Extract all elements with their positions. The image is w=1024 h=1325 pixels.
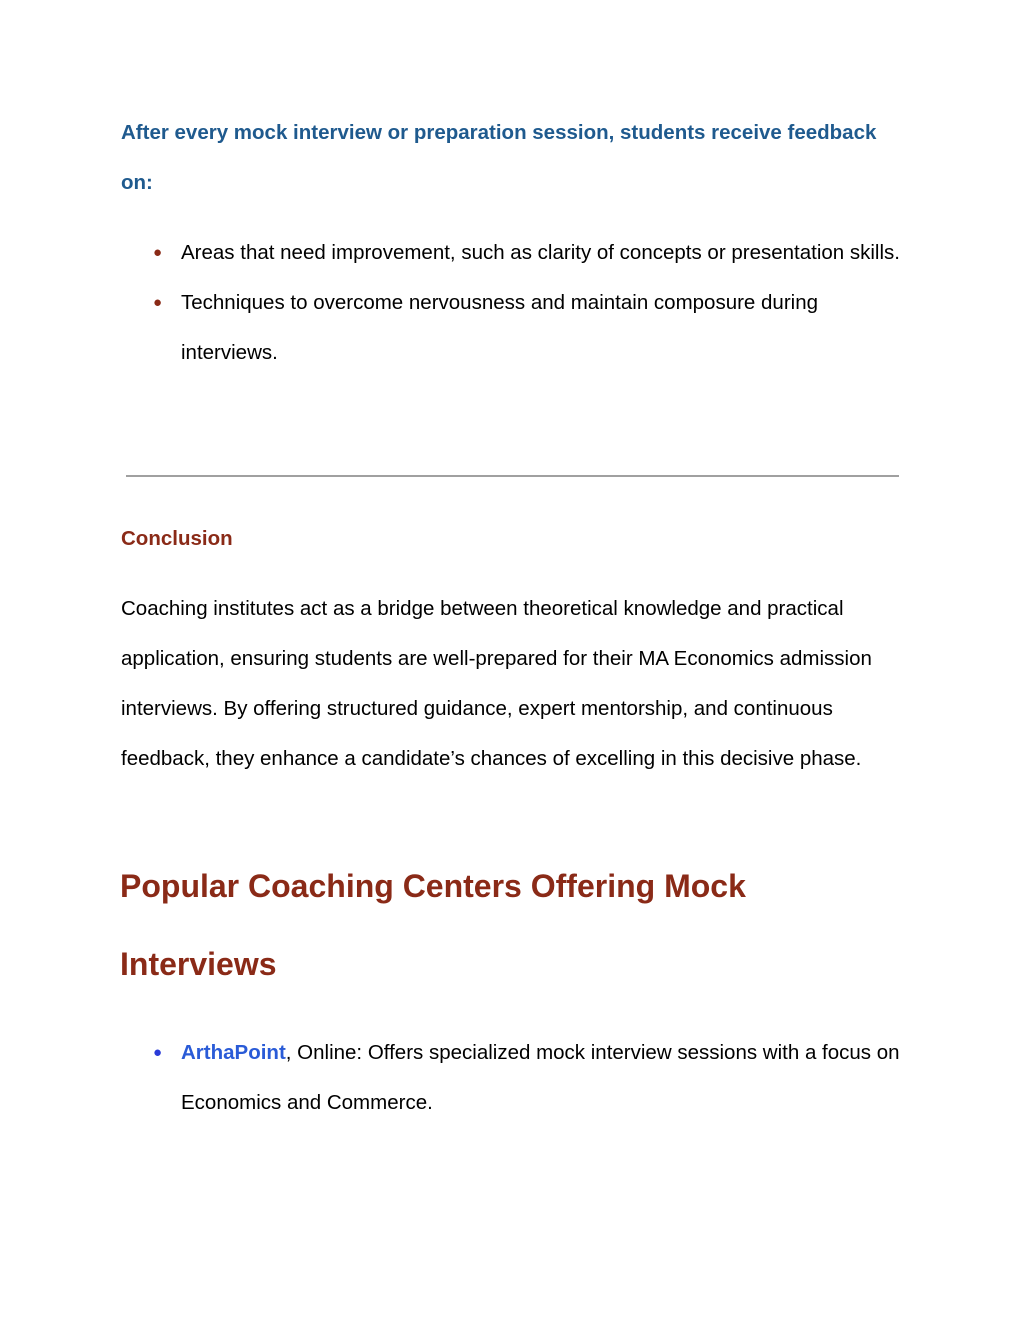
coaching-center-description: , Online: Offers specialized mock interview sessions with a focus on Economics and Commerce. bbox=[181, 1041, 900, 1114]
feedback-list bbox=[120, 228, 900, 378]
coaching-centers-list bbox=[120, 1028, 900, 1128]
coaching-centers-heading: Popular Coaching Centers Offering Mock Interviews bbox=[120, 868, 746, 982]
bullet-icon: ● bbox=[153, 244, 163, 261]
bullet-icon: ● bbox=[153, 1044, 163, 1061]
coaching-center-item bbox=[120, 1028, 900, 1128]
feedback-list-item bbox=[120, 228, 900, 278]
bullet-icon: ● bbox=[153, 294, 163, 311]
feedback-list-item bbox=[120, 278, 900, 378]
conclusion-paragraph: Coaching institutes act as a bridge between theoretical knowledge and practical application, ensuring students are well-prepared for their MA Economics admission interviews. By offering structured guidance, expert mentorship, and continuous feedback, they enhance a candidate’s chances of excelling in this decisive phase. bbox=[121, 597, 872, 770]
conclusion-heading: Conclusion bbox=[121, 527, 233, 550]
feedback-intro-heading: After every mock interview or preparation session, students receive feedback on: bbox=[121, 121, 877, 194]
feedback-item-text: Techniques to overcome nervousness and maintain composure during interviews. bbox=[181, 291, 819, 364]
horizontal-divider bbox=[126, 475, 899, 477]
arthapoint-link[interactable]: ArthaPoint bbox=[181, 1041, 286, 1064]
feedback-item-text: Areas that need improvement, such as clarity of concepts or presentation skills. bbox=[181, 241, 900, 264]
